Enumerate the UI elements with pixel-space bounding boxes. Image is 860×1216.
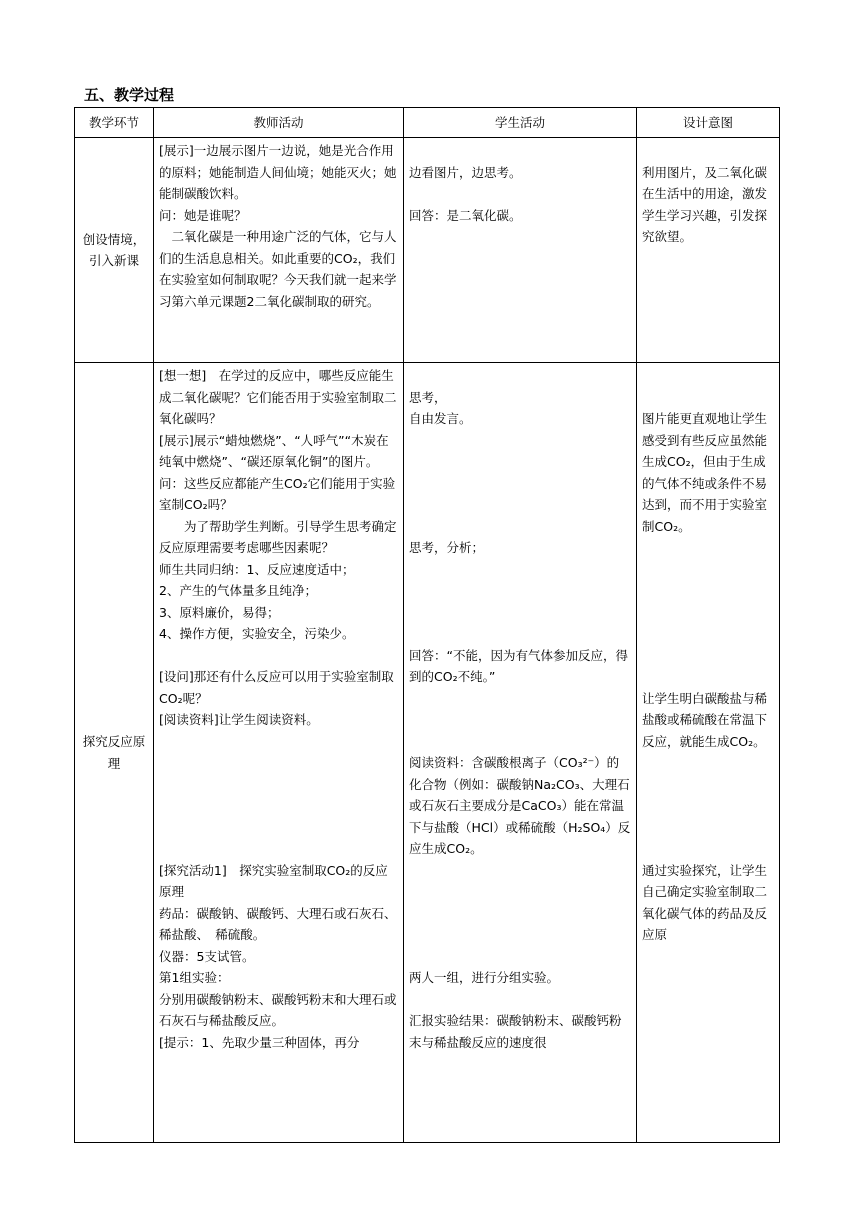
teacher-text: 第1组实验： <box>159 970 230 985</box>
student-text: 回答：是二氧化碳。 <box>409 207 522 223</box>
table-row <box>75 363 780 1143</box>
student-text: 自由发言。 <box>409 411 472 426</box>
student-text: 思考， <box>409 389 447 405</box>
purpose-cell <box>637 363 780 1143</box>
student-text: 思考，分析； <box>409 540 485 555</box>
section-title: 五、教学过程 <box>84 86 175 104</box>
purpose-cell <box>637 138 780 363</box>
purpose-text: 让学生明白碳酸盐与稀盐酸或稀硫酸在常温下反应，就能生成CO₂。 <box>642 690 768 749</box>
stage-cell: 创设情境，引入新课 <box>75 138 154 363</box>
teacher-text: 仪器：5支试管。 <box>159 948 255 964</box>
purpose-text: 通过实验探究，让学生自己确定实验室制取二氧化碳气体的药品及反应原 <box>642 862 768 942</box>
student-cell <box>404 138 637 363</box>
teacher-text: 分别用碳酸钠粉末、碳酸钙粉末和大理石或石灰石与稀盐酸反应。 <box>159 991 397 1028</box>
table-row <box>75 138 780 363</box>
stage-cell: 探究反应原理 <box>75 363 154 1143</box>
teacher-text: [提示：1、先取少量三种固体，再分 <box>159 1034 360 1050</box>
teacher-text: [探究活动1] 探究实验室制取CO₂的反应原理 <box>159 862 388 899</box>
student-text: 阅读资料：含碳酸根离子（CO₃²⁻）的化合物（例如：碳酸钠Na₂CO₃、大理石或石灰石主要成分是CaCO₃）能在常温下与盐酸（HCl）或稀硫酸（H₂SO₄）反应生成CO₂。 <box>409 755 631 856</box>
student-text: 两人一组，进行分组实验。 <box>409 970 560 985</box>
teaching-process-table <box>74 107 780 1143</box>
teacher-text: [展示]展示“蜡烛燃烧”、“人呼气”“木炭在纯氧中燃烧”、“碳还原氧化铜”的图片。 <box>159 432 389 469</box>
teacher-text: 2、产生的气体量多且纯净； <box>159 583 317 598</box>
teacher-text: [设问]那还有什么反应可以用于实验室制取CO₂呢？ <box>159 669 394 706</box>
header-teacher: 教师活动 <box>154 108 404 138</box>
student-text: 回答：“不能，因为有气体参加反应，得到的CO₂不纯。” <box>409 647 628 684</box>
teacher-text: 药品：碳酸钠、碳酸钙、大理石或石灰石、稀盐酸、 稀硫酸。 <box>159 905 397 942</box>
teacher-text: 为了帮助学生判断。引导学生思考确定反应原理需要考虑哪些因素呢？ <box>159 518 397 555</box>
teacher-text: [想一想] 在学过的反应中，哪些反应能生成二氧化碳呢？它们能否用于实验室制取二氧化碳吗？ <box>159 368 397 426</box>
student-text: 汇报实验结果：碳酸钠粉末、碳酸钙粉末与稀盐酸反应的速度很 <box>409 1013 622 1050</box>
header-student: 学生活动 <box>404 108 637 138</box>
header-row <box>75 108 780 138</box>
student-cell <box>404 363 637 1143</box>
purpose-text: 图片能更直观地让学生感受到有些反应虽然能生成CO₂，但由于生成的气体不纯或条件不易达到，而不用于实验室制CO₂。 <box>642 411 768 534</box>
teacher-text: [阅读资料]让学生阅读资料。 <box>159 712 319 727</box>
teacher-text: 师生共同归纳：1、反应速度适中； <box>159 561 355 577</box>
teacher-text: 二氧化碳是一种用途广泛的气体，它与人们的生活息息相关。如此重要的CO₂，我们在实验室如何制取呢？今天我们就一起来学习第六单元课题2二氧化碳制取的研究。 <box>159 229 397 309</box>
teacher-text: 3、原料廉价，易得； <box>159 604 280 620</box>
teacher-text: 4、操作方便，实验安全，污染少。 <box>159 626 355 641</box>
header-purpose: 设计意图 <box>637 108 780 138</box>
header-stage: 教学环节 <box>75 108 154 138</box>
student-text: 边看图片，边思考。 <box>409 164 522 180</box>
teacher-cell <box>154 363 404 1143</box>
teacher-text: [展示]一边展示图片一边说，她是光合作用的原料；她能制造人间仙境；她能灭火；她能制碳酸饮料。 <box>159 143 397 201</box>
teacher-cell <box>154 138 404 363</box>
purpose-text: 利用图片，及二氧化碳在生活中的用途，激发学生学习兴趣，引发探究欲望。 <box>642 164 768 244</box>
teacher-text: 问：这些反应都能产生CO₂它们能用于实验室制CO₂吗？ <box>159 475 396 512</box>
teacher-text: 问：她是谁呢？ <box>159 207 247 223</box>
